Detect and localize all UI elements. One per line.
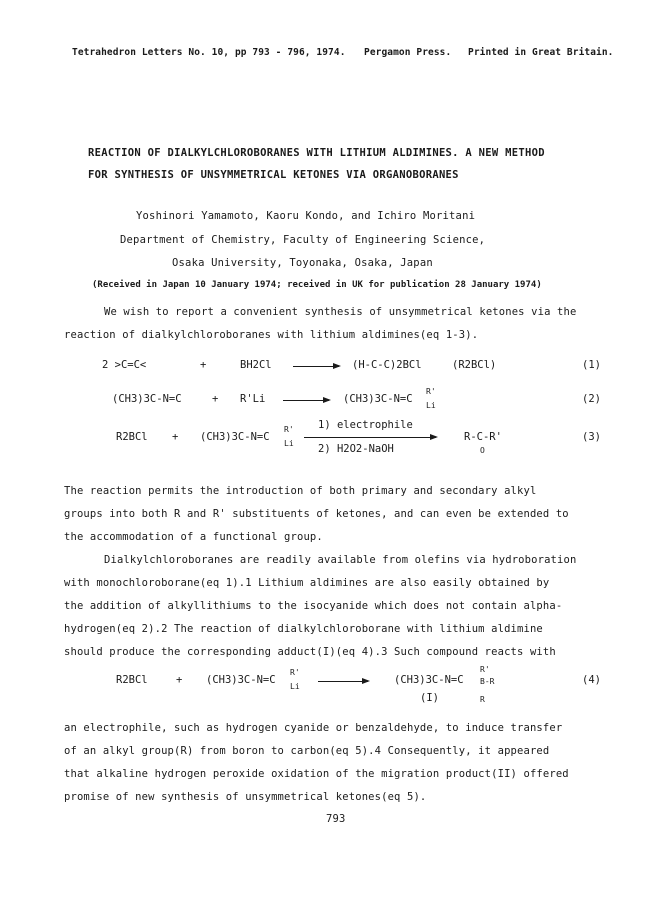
printed-location: Printed in Great Britain. — [468, 47, 614, 58]
paragraph-4-line-4: promise of new synthesis of unsymmetrical ketones(eq 5). — [64, 791, 427, 803]
eq2-substituent-bottom: Li — [426, 401, 436, 410]
eq4-substituent-bottom: Li — [290, 682, 300, 691]
eq4-compound-label: (I) — [420, 692, 439, 704]
eq3-condition-2: 2) H2O2-NaOH — [318, 443, 394, 455]
eq3-condition-1: 1) electrophile — [318, 419, 413, 431]
title-line-1: REACTION OF DIALKYLCHLOROBORANES WITH LITHIUM ALDIMINES. A NEW METHOD — [88, 147, 545, 159]
publisher: Pergamon Press. — [364, 47, 452, 58]
journal-citation: Tetrahedron Letters No. 10, pp 793 - 796, 1974. — [72, 47, 346, 58]
eq3-plus: + — [172, 431, 179, 443]
eq2-number: (2) — [582, 393, 601, 405]
paragraph-4-line-3: that alkaline hydrogen peroxide oxidation of the migration product(II) offered — [64, 768, 569, 780]
paragraph-2-line-3: the accommodation of a functional group. — [64, 531, 323, 543]
eq3-substituent-top: R' — [284, 425, 294, 434]
paragraph-2-line-2: groups into both R and R' substituents of ketones, and can even be extended to — [64, 508, 569, 520]
eq4-plus: + — [176, 674, 183, 686]
eq3-arrow — [304, 437, 436, 438]
eq4-product-top: R' — [480, 665, 490, 674]
eq3-substituent-bottom: Li — [284, 439, 294, 448]
affiliation-line-2: Osaka University, Toyonaka, Osaka, Japan — [172, 257, 433, 269]
paragraph-1-line-2: reaction of dialkylchloroboranes with lithium aldimines(eq 1-3). — [64, 329, 479, 341]
eq1-note: (R2BCl) — [452, 359, 497, 371]
page-number: 793 — [326, 813, 346, 825]
eq2-left: (CH3)3C-N=C — [112, 393, 182, 405]
paragraph-2-line-1: The reaction permits the introduction of both primary and secondary alkyl — [64, 485, 537, 497]
eq2-plus: + — [212, 393, 219, 405]
paragraph-4-line-2: of an alkyl group(R) from boron to carbon(eq 5).4 Consequently, it appeared — [64, 745, 550, 757]
paragraph-3-line-4: hydrogen(eq 2).2 The reaction of dialkylchloroborane with lithium aldimine — [64, 623, 543, 635]
eq1-number: (1) — [582, 359, 601, 371]
eq4-reagent: (CH3)3C-N=C — [206, 674, 276, 686]
title-line-2: FOR SYNTHESIS OF UNSYMMETRICAL KETONES VIA ORGANOBORANES — [88, 169, 459, 181]
eq1-plus: + — [200, 359, 207, 371]
paragraph-3-line-2: with monochloroborane(eq 1).1 Lithium aldimines are also easily obtained by — [64, 577, 550, 589]
eq3-carbonyl-oxygen: O — [480, 446, 485, 455]
eq4-arrow — [318, 681, 368, 682]
received-dates: (Received in Japan 10 January 1974; received in UK for publication 28 January 1974) — [92, 280, 542, 290]
eq1-left: 2 >C=C< — [102, 359, 147, 371]
paragraph-4-line-1: an electrophile, such as hydrogen cyanide or benzaldehyde, to induce transfer — [64, 722, 563, 734]
eq4-product-boron: B-R — [480, 677, 495, 686]
eq2-substituent-top: R' — [426, 387, 436, 396]
paragraph-3-line-3: the addition of alkyllithiums to the isocyanide which does not contain alpha- — [64, 600, 563, 612]
authors: Yoshinori Yamamoto, Kaoru Kondo, and Ichiro Moritani — [136, 210, 476, 222]
paragraph-1-line-1: We wish to report a convenient synthesis of unsymmetrical ketones via the — [104, 306, 577, 318]
eq3-reagent: (CH3)3C-N=C — [200, 431, 270, 443]
eq1-reagent: BH2Cl — [240, 359, 272, 371]
eq3-left: R2BCl — [116, 431, 148, 443]
eq1-arrow — [293, 366, 339, 367]
paragraph-3-line-1: Dialkylchloroboranes are readily available from olefins via hydroboration — [104, 554, 577, 566]
eq4-product: (CH3)3C-N=C — [394, 674, 464, 686]
paragraph-3-line-5: should produce the corresponding adduct(I)(eq 4).3 Such compound reacts with — [64, 646, 556, 658]
affiliation-line-1: Department of Chemistry, Faculty of Engineering Science, — [120, 234, 486, 246]
eq3-number: (3) — [582, 431, 601, 443]
eq3-product: R-C-R' — [464, 431, 502, 443]
eq2-product: (CH3)3C-N=C — [343, 393, 413, 405]
eq2-reagent: R'Li — [240, 393, 266, 405]
eq4-number: (4) — [582, 674, 601, 686]
eq1-product: (H-C-C)2BCl — [352, 359, 422, 371]
eq4-substituent-top: R' — [290, 668, 300, 677]
eq4-left: R2BCl — [116, 674, 148, 686]
eq2-arrow — [283, 400, 329, 401]
eq4-product-bottom: R — [480, 695, 485, 704]
